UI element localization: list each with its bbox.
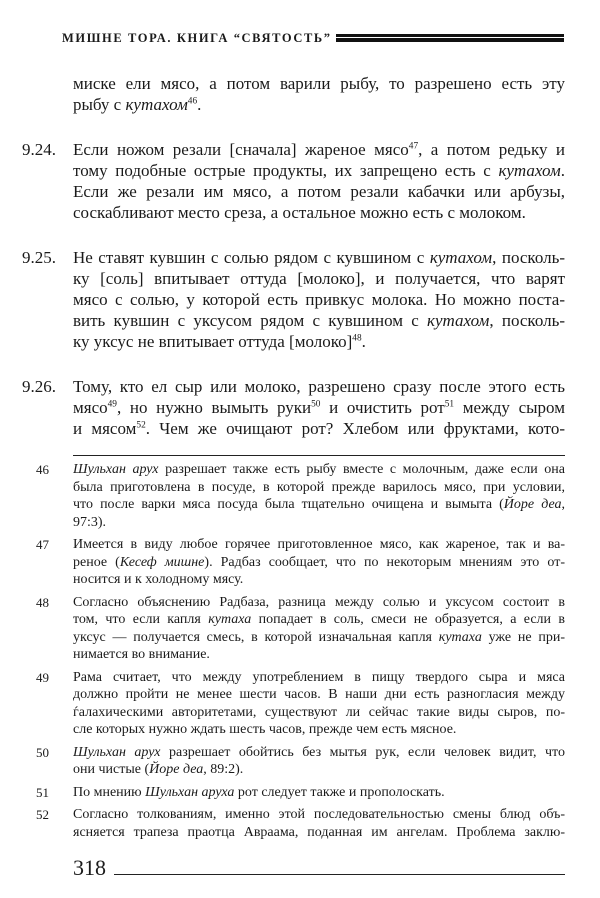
paragraph	[22, 376, 565, 439]
paragraph	[22, 73, 565, 115]
italic-term: кутахом	[429, 248, 493, 267]
text-line: нимается во внимание.	[73, 647, 210, 662]
text-line: Если же резали им мясо, а потом резали кабачки или арбузы,	[73, 182, 565, 201]
italic-term: Шульхан арух	[73, 462, 159, 477]
text-line: ѓалахическими авторитетами, существуют ли сейчас такие виды сыров, по-	[73, 704, 565, 720]
footnote-ref[interactable]: 48	[352, 333, 362, 344]
paragraph-number: 9.25.	[22, 248, 56, 267]
text-line: Согласно толкованиям, именно этой последовательностью смены блюд объ-	[73, 807, 565, 822]
text-line: Имеется в виду любое горячее приготовленное мясо, как жареное, так и ва-	[73, 537, 565, 552]
text-line: ку [соль] впитывает оттуда [молоко], и получается, что варят	[73, 269, 565, 288]
text-line: носится и к холодному мясу.	[73, 572, 244, 587]
footnote-number: 50	[36, 744, 49, 760]
running-header-title: МИШНЕ ТОРА. КНИГА “СВЯТОСТЬ”	[62, 30, 332, 45]
text-line: уксус — получается смесь, в которой изначальная капля кутаха уже не при-	[73, 629, 565, 645]
text-line: По мнению Шульхан аруха рот следует также и прополоскать.	[73, 784, 445, 800]
italic-term: кутахом	[125, 95, 188, 114]
text-line: тому подобные острые продукты, их запрещено есть с кутахом.	[73, 161, 565, 180]
footnote-ref[interactable]: 46	[187, 96, 198, 107]
footnote-ref[interactable]: 51	[444, 399, 455, 410]
text-line: была приготовлена в посуде, в которой прежде варилось мясо, при условии,	[73, 479, 565, 495]
text-line: Рама считает, что между употреблением в пищу твердого сыра и мяса	[73, 669, 565, 685]
italic-term: Йоре деа	[149, 762, 204, 777]
footnote-number: 49	[36, 669, 49, 685]
text-line: Шульхан арух разрешает обойтись без мытья рук, если человек видит, что	[73, 744, 565, 760]
text-line: реное (Кесеф мишне). Радбаз сообщает, что по некоторым мнениям это от-	[73, 554, 565, 570]
paragraph	[22, 247, 565, 352]
text-line: соскабливают место среза, а остальное можно есть с молоком.	[73, 203, 526, 222]
footnote	[36, 784, 565, 802]
text-line: вить кувшин с уксусом рядом с кувшином с кутахом, посколь-	[73, 311, 565, 330]
footnote-number: 51	[36, 784, 49, 800]
text-line: Не ставят кувшин с солью рядом с кувшином с кутахом, посколь-	[73, 248, 565, 267]
italic-term: кутахом	[427, 311, 490, 330]
text-line: Согласно объяснению Радбаза, разница между солью и уксусом состоит в	[73, 594, 565, 610]
text-line: ку уксус не впитывает оттуда [молоко]$^{48}$.	[73, 332, 366, 351]
footnote-separator	[73, 455, 565, 456]
footer-rule	[114, 874, 565, 875]
text-line: они чистые (Йоре деа, 89:2).	[73, 762, 244, 777]
italic-term: кутахом	[498, 161, 561, 180]
text-line: должно пройти не менее шести часов. В наши дни есть разногласия между	[73, 687, 565, 702]
page-footer	[73, 856, 565, 880]
text-line: мясо с солью, у которой есть привкус молока. Но можно поста-	[73, 290, 565, 309]
footnote-number: 47	[36, 537, 49, 552]
text-line: что после варки мяса посуда была тщательно очищена и вымыта (Йоре деа,	[73, 497, 565, 512]
footnote	[36, 594, 565, 664]
paragraph-number: 9.24.	[22, 140, 56, 159]
footnote	[36, 744, 565, 779]
main-text	[22, 73, 565, 463]
text-line: рыбу с кутахом$^{46}$.	[73, 95, 202, 114]
italic-term: кутаха	[438, 629, 482, 645]
footnote	[36, 806, 565, 841]
text-line: мясо$^{49}$, но нужно вымыть руки$^{50}$ и очистить рот$^{51}$ между сыром	[73, 398, 565, 417]
italic-term: Шульхан аруха	[145, 784, 235, 800]
footnote-ref[interactable]: 52	[136, 420, 146, 431]
page-number: 318	[73, 855, 106, 880]
footnote-ref[interactable]: 49	[107, 399, 117, 410]
footnote-ref[interactable]: 50	[311, 399, 321, 410]
header-rule	[336, 34, 564, 42]
footnote-number: 52	[36, 807, 49, 822]
footnote	[36, 461, 565, 531]
footnote	[36, 669, 565, 739]
running-header	[62, 28, 564, 48]
footnotes	[36, 461, 565, 846]
footnote-ref[interactable]: 47	[408, 141, 419, 152]
text-line: Если ножом резали [сначала] жареное мясо$^{47}$, а потом редьку и	[73, 140, 565, 159]
text-line: и мясом$^{52}$. Чем же очищают рот? Хлебом или фруктами, кото-	[73, 419, 565, 438]
italic-term: кутаха	[208, 612, 252, 627]
text-line: ясняется трапеза праотца Авраама, поданная им ангелам. Проблема заклю-	[73, 824, 565, 840]
italic-term: Кесеф мишне	[119, 554, 205, 570]
text-line: миске ели мясо, а потом варили рыбу, то разрешено есть эту	[73, 74, 565, 93]
paragraph-number: 9.26.	[22, 377, 56, 396]
text-line: 97:3).	[73, 514, 107, 530]
text-line: сле которых нужно ждать шесть часов, прежде чем есть мясное.	[73, 722, 457, 737]
italic-term: Шульхан арух	[73, 744, 161, 760]
footnote	[36, 536, 565, 589]
text-line: том, что если капля кутаха попадает в соль, смеси не образуется, а если в	[73, 612, 565, 627]
footnote-number: 46	[36, 462, 49, 477]
text-line: Тому, кто ел сыр или молоко, разрешено сразу после этого есть	[73, 377, 565, 396]
paragraph	[22, 139, 565, 223]
footnote-number: 48	[36, 594, 49, 610]
italic-term: Йоре деа	[503, 497, 562, 512]
text-line: Шульхан арух разрешает также есть рыбу вместе с молочным, даже если она	[73, 462, 565, 477]
